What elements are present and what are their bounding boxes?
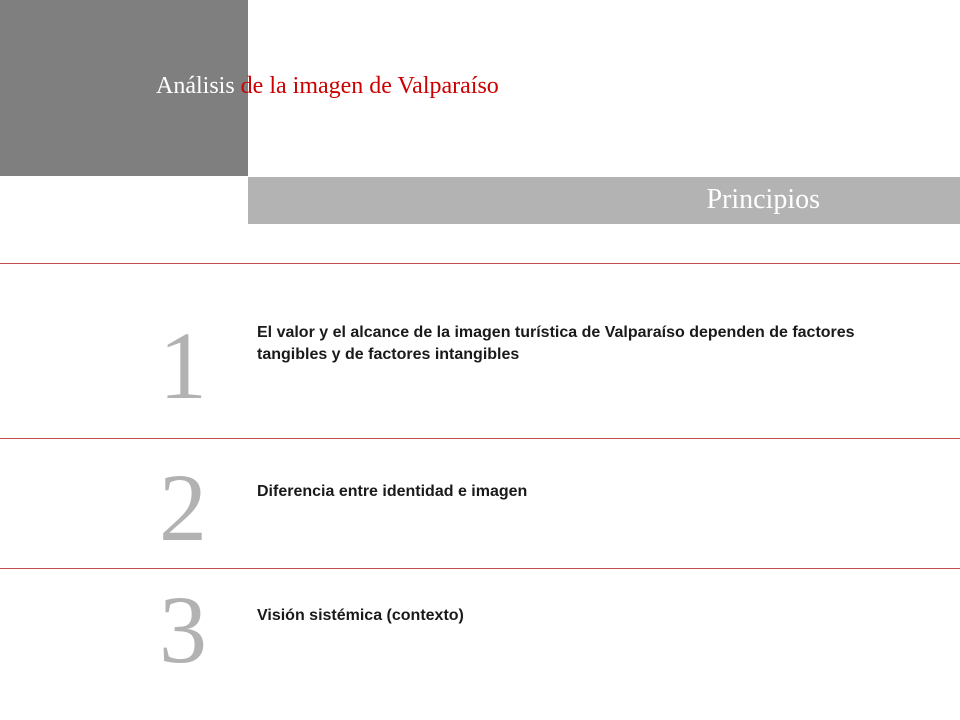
slide-title-part2: de la imagen de Valparaíso [234,73,499,99]
item-text-3: Visión sistémica (contexto) [257,607,464,624]
subtitle-bar [248,177,960,224]
divider-line [0,263,960,264]
divider-line [0,568,960,569]
item-number-3: 3 [159,576,207,683]
item-text-1: El valor y el alcance de la imagen turística de Valparaíso dependen de factores tangibles y de factores intangibles [257,324,855,363]
slide-title [156,72,499,101]
slide-title-part1: Análisis [156,73,235,99]
item-text-2: Diferencia entre identidad e imagen [257,483,528,500]
item-number-2: 2 [159,454,207,561]
item-number-1: 1 [159,312,207,419]
slide-subtitle: Principios [706,184,820,215]
divider-line [0,438,960,439]
